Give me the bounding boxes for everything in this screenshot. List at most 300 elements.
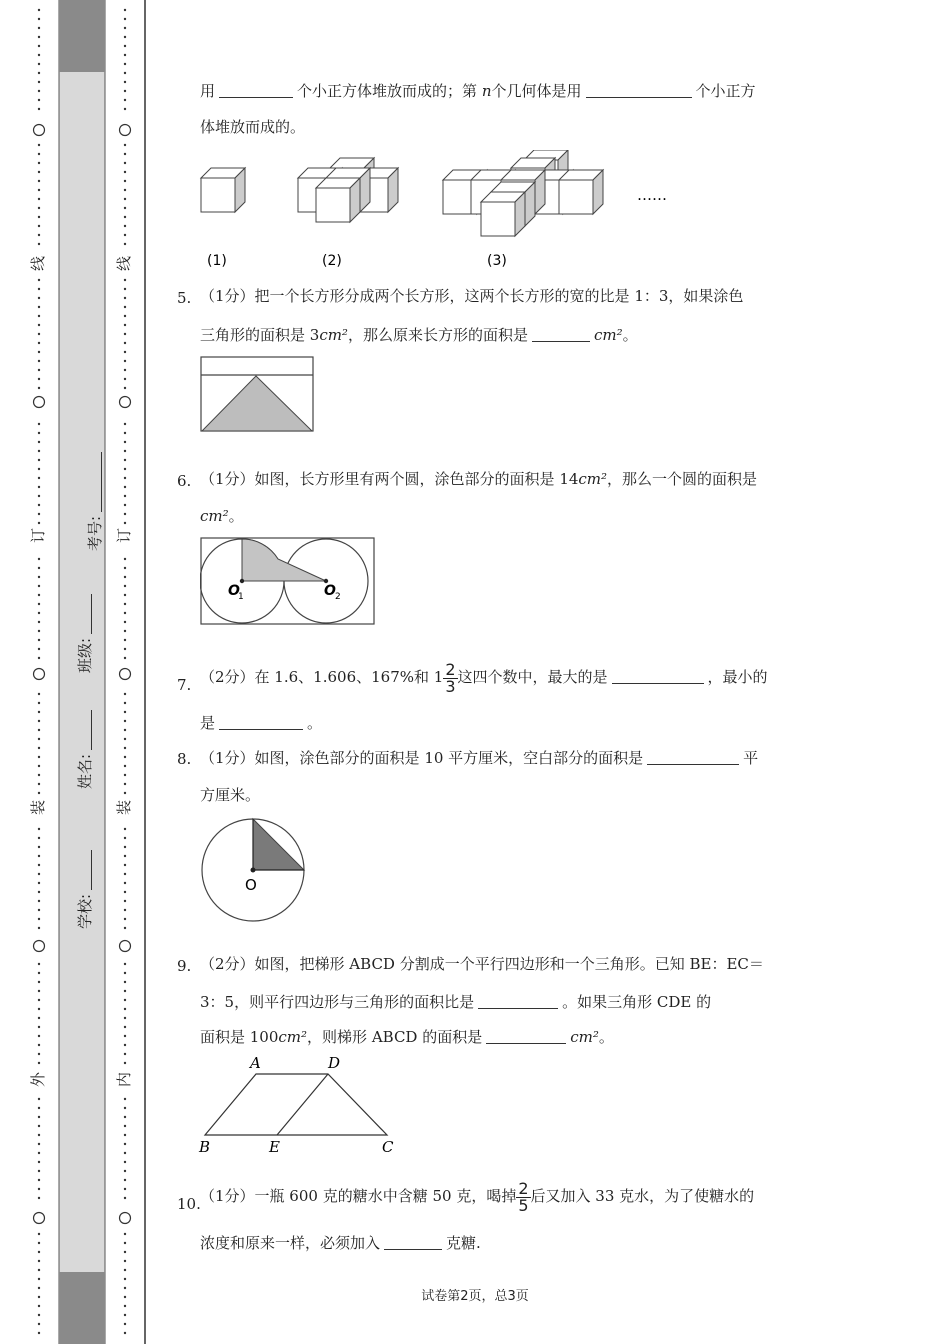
binding-dot (38, 45, 40, 47)
binding-dot (124, 99, 126, 101)
binding-dot (124, 729, 126, 731)
q8-circle-figure (200, 815, 308, 925)
binding-dot (38, 495, 40, 497)
binding-dot (38, 990, 40, 992)
binding-dot (38, 387, 40, 389)
binding-dot (124, 369, 126, 371)
binding-dot (124, 1179, 126, 1181)
binding-dot (124, 846, 126, 848)
binding-dot (124, 1152, 126, 1154)
q4-line1: 用 个小正方体堆放而成的；第 n个几何体是用 个小正方 (200, 82, 756, 100)
binding-dot (124, 972, 126, 974)
binding-dot (124, 171, 126, 173)
binding-dot (38, 1044, 40, 1046)
binding-dot (124, 1026, 126, 1028)
inner-mark-zhuang: 装 (115, 799, 134, 816)
binding-dot (124, 738, 126, 740)
binding-dot (38, 855, 40, 857)
q9-label-c: C (382, 1138, 394, 1156)
binding-dot (124, 333, 126, 335)
binding-dot (124, 783, 126, 785)
binding-dot (124, 207, 126, 209)
q4-fig1-cube (201, 168, 245, 212)
binding-dot (124, 1314, 126, 1316)
binding-dot (124, 387, 126, 389)
binding-dot (38, 378, 40, 380)
binding-dot (38, 999, 40, 1001)
binding-dot (38, 774, 40, 776)
binding-dot (124, 18, 126, 20)
binding-dot (124, 468, 126, 470)
binding-dot (38, 1053, 40, 1055)
binding-dot (38, 1161, 40, 1163)
binding-dot (38, 729, 40, 731)
binding-dot (38, 891, 40, 893)
binding-dot (124, 36, 126, 38)
binding-dot (38, 1233, 40, 1235)
binding-dot (124, 162, 126, 164)
binding-dot (124, 297, 126, 299)
q7-number: 7. (177, 676, 192, 694)
binding-dot (124, 882, 126, 884)
binding-dot (38, 108, 40, 110)
binding-dot (38, 477, 40, 479)
binding-circle-marker (120, 1213, 131, 1224)
binding-dot (38, 1305, 40, 1307)
binding-dot (38, 585, 40, 587)
binding-dot (124, 1260, 126, 1262)
binding-dot (38, 279, 40, 281)
q7-blank-max[interactable] (612, 669, 704, 684)
binding-dot (38, 594, 40, 596)
binding-dot (38, 36, 40, 38)
binding-dot (124, 657, 126, 659)
binding-dot (124, 441, 126, 443)
binding-dot (124, 1143, 126, 1145)
q6-line2: cm²。 (200, 507, 244, 525)
binding-dot (38, 504, 40, 506)
binding-dot (38, 1242, 40, 1244)
binding-dot (124, 279, 126, 281)
binding-dot (124, 342, 126, 344)
binding-dot (38, 423, 40, 425)
binding-circle-marker (34, 125, 45, 136)
q4-label-2: (2) (322, 253, 342, 269)
q4-blank-1[interactable] (219, 83, 293, 98)
binding-dot (38, 621, 40, 623)
binding-margin (0, 0, 150, 1344)
binding-dot (124, 459, 126, 461)
binding-dot (38, 90, 40, 92)
binding-circle-marker (120, 941, 131, 952)
q4-line2: 体堆放而成的。 (200, 118, 306, 136)
binding-dot (124, 981, 126, 983)
binding-dot (38, 342, 40, 344)
binding-dot (124, 999, 126, 1001)
binding-dot (124, 792, 126, 794)
binding-dot (124, 243, 126, 245)
binding-dot (38, 513, 40, 515)
binding-dot (38, 765, 40, 767)
q5-rectangle-figure (200, 356, 316, 434)
binding-dot (38, 1314, 40, 1316)
binding-dot (124, 918, 126, 920)
binding-dot (38, 162, 40, 164)
binding-dot (38, 693, 40, 695)
q8-label-o: O (245, 876, 257, 894)
binding-dot (38, 144, 40, 146)
q8-blank[interactable] (647, 750, 739, 765)
svg-text:2: 2 (335, 592, 341, 602)
binding-dot (124, 315, 126, 317)
binding-dot (124, 1188, 126, 1190)
binding-dot (38, 207, 40, 209)
binding-dot (38, 1332, 40, 1334)
binding-dot (124, 72, 126, 74)
binding-dot (124, 504, 126, 506)
binding-dot (124, 963, 126, 965)
q9-trapezoid-figure (196, 1052, 401, 1156)
q7-fraction: $\frac{2}{3}$ (445, 659, 456, 696)
binding-dot (38, 216, 40, 218)
binding-dot (124, 1134, 126, 1136)
binding-dot (38, 747, 40, 749)
binding-dot (124, 1035, 126, 1037)
inner-mark-xian: 线 (115, 255, 134, 272)
binding-dot (124, 495, 126, 497)
binding-dot (124, 720, 126, 722)
binding-dot (124, 1332, 126, 1334)
binding-dot (124, 702, 126, 704)
binding-dot (124, 63, 126, 65)
binding-dot (124, 693, 126, 695)
binding-dot (124, 1161, 126, 1163)
binding-dot (38, 657, 40, 659)
binding-dot (124, 990, 126, 992)
q5-blank[interactable] (532, 327, 590, 342)
binding-dot (124, 9, 126, 11)
binding-dot (124, 198, 126, 200)
binding-dot (124, 360, 126, 362)
binding-dot (124, 828, 126, 830)
binding-dot (124, 486, 126, 488)
binding-dot (124, 1323, 126, 1325)
binding-dot (124, 1170, 126, 1172)
binding-dot (38, 288, 40, 290)
binding-dot (124, 306, 126, 308)
binding-dot (124, 324, 126, 326)
binding-dot (38, 450, 40, 452)
outer-mark-xian: 线 (29, 255, 48, 272)
binding-dot (124, 900, 126, 902)
binding-dot (124, 576, 126, 578)
binding-dot (38, 558, 40, 560)
class-field[interactable]: 班级: (77, 583, 93, 673)
binding-dot (124, 180, 126, 182)
binding-dot (124, 225, 126, 227)
outer-mark-zhuang: 装 (29, 799, 48, 816)
binding-dot (38, 243, 40, 245)
q9-line1: （2分）如图，把梯形 ABCD 分割成一个平行四边形和一个三角形。已知 BE：EC＝ (200, 955, 764, 973)
binding-dot (124, 1278, 126, 1280)
binding-dot (38, 882, 40, 884)
q9-label-b: B (199, 1138, 211, 1156)
q4-cube-figures (195, 150, 685, 275)
binding-dot (38, 738, 40, 740)
binding-dot (38, 873, 40, 875)
binding-circle-marker (34, 669, 45, 680)
binding-circle-marker (34, 1213, 45, 1224)
binding-dot (38, 630, 40, 632)
q10-blank[interactable] (384, 1235, 442, 1250)
binding-dot (124, 603, 126, 605)
q9-blank-ratio[interactable] (478, 994, 558, 1009)
binding-dot (38, 72, 40, 74)
binding-dot (38, 1017, 40, 1019)
binding-dot (124, 189, 126, 191)
binding-dot (38, 612, 40, 614)
binding-dot (38, 1188, 40, 1190)
binding-dot (38, 792, 40, 794)
binding-dot (38, 99, 40, 101)
q6-number: 6. (177, 472, 192, 490)
binding-dot (124, 54, 126, 56)
binding-dot (38, 18, 40, 20)
binding-dot (38, 81, 40, 83)
binding-dot (124, 927, 126, 929)
binding-dot (38, 711, 40, 713)
binding-dot (124, 864, 126, 866)
binding-dot (38, 972, 40, 974)
q8-line2: 方厘米。 (200, 786, 261, 804)
binding-dot (124, 1062, 126, 1064)
q6-line1: （1分）如图，长方形里有两个圆，涂色部分的面积是 14cm²，那么一个圆的面积是 (200, 470, 758, 488)
binding-dot (38, 900, 40, 902)
binding-dot (124, 747, 126, 749)
binding-dot (38, 1323, 40, 1325)
outer-mark-ding: 订 (29, 527, 48, 544)
binding-dot (124, 1008, 126, 1010)
binding-dot (124, 558, 126, 560)
binding-dot (124, 1125, 126, 1127)
binding-dot (124, 621, 126, 623)
binding-dot (124, 1242, 126, 1244)
binding-dot (38, 1269, 40, 1271)
q9-line3: 面积是 100cm²，则梯形 ABCD 的面积是 cm²。 (200, 1028, 614, 1046)
binding-dot (38, 459, 40, 461)
page-footer: 试卷第2页，总3页 (421, 1289, 529, 1304)
binding-dot (38, 198, 40, 200)
binding-dot (38, 918, 40, 920)
binding-dot (38, 153, 40, 155)
binding-dot (38, 702, 40, 704)
outer-mark-wai: 外 (29, 1071, 48, 1088)
binding-dot (124, 1305, 126, 1307)
binding-dot (38, 783, 40, 785)
q6-circles-figure (200, 537, 376, 627)
binding-dot (124, 288, 126, 290)
binding-dot (38, 171, 40, 173)
binding-dot (38, 909, 40, 911)
binding-dot (38, 360, 40, 362)
binding-dot (124, 1197, 126, 1199)
binding-dot (124, 108, 126, 110)
q9-label-e: E (269, 1138, 280, 1156)
binding-dot (38, 486, 40, 488)
q6-label-o1: O (228, 583, 240, 599)
binding-dot (124, 153, 126, 155)
school-field[interactable]: 学校: (77, 839, 93, 929)
binding-dot (38, 1251, 40, 1253)
q9-blank-area[interactable] (486, 1029, 566, 1044)
binding-dot (38, 189, 40, 191)
binding-dot (124, 1017, 126, 1019)
binding-circle-marker (120, 669, 131, 680)
binding-dot (38, 1062, 40, 1064)
binding-dot (124, 891, 126, 893)
binding-dot (38, 1134, 40, 1136)
binding-dot (124, 648, 126, 650)
binding-dot (124, 1107, 126, 1109)
binding-dot (124, 1098, 126, 1100)
binding-dot (38, 828, 40, 830)
binding-dot (38, 306, 40, 308)
binding-dot (124, 351, 126, 353)
binding-dot (38, 369, 40, 371)
binding-dot (124, 81, 126, 83)
binding-dot (124, 432, 126, 434)
binding-dot (124, 630, 126, 632)
binding-dot (38, 1035, 40, 1037)
binding-dot (38, 981, 40, 983)
q4-label-1: (1) (207, 253, 227, 269)
binding-dot (38, 1125, 40, 1127)
q9-number: 9. (177, 957, 192, 975)
q9-line2: 3：5，则平行四边形与三角形的面积比是 。如果三角形 CDE 的 (200, 993, 712, 1011)
q5-number: 5. (177, 289, 192, 307)
binding-dot (124, 1233, 126, 1235)
binding-dot (124, 756, 126, 758)
binding-dot (38, 333, 40, 335)
binding-dot (38, 315, 40, 317)
binding-dot (124, 1044, 126, 1046)
binding-dot (38, 63, 40, 65)
binding-dot (124, 423, 126, 425)
q7-blank-min[interactable] (219, 715, 303, 730)
binding-dot (124, 612, 126, 614)
binding-dot (38, 468, 40, 470)
binding-dot (38, 1026, 40, 1028)
binding-dot (38, 432, 40, 434)
binding-dot (124, 855, 126, 857)
binding-dot (124, 27, 126, 29)
svg-text:1: 1 (238, 592, 244, 602)
binding-dot (124, 1116, 126, 1118)
q10-number: 10. (177, 1195, 201, 1213)
exam-no-field[interactable]: 考号: (87, 441, 103, 551)
binding-dot (124, 873, 126, 875)
binding-dot (124, 513, 126, 515)
q8-number: 8. (177, 750, 192, 768)
binding-dot (38, 1179, 40, 1181)
binding-dot (38, 1278, 40, 1280)
binding-dot (124, 639, 126, 641)
q7-line2: 是 。 (200, 714, 323, 732)
binding-dot (38, 522, 40, 524)
binding-dot (38, 603, 40, 605)
binding-dot (38, 648, 40, 650)
q8-line1: （1分）如图，涂色部分的面积是 10 平方厘米，空白部分的面积是 平 (200, 749, 759, 767)
binding-dot (124, 585, 126, 587)
binding-dot (38, 441, 40, 443)
binding-dot (38, 1098, 40, 1100)
q4-label-3: (3) (487, 253, 507, 269)
binding-dot (38, 297, 40, 299)
binding-dot (38, 9, 40, 11)
binding-circle-marker (120, 397, 131, 408)
binding-dot (124, 234, 126, 236)
binding-dot (38, 720, 40, 722)
binding-dot (38, 180, 40, 182)
binding-dot (124, 450, 126, 452)
inner-mark-nei: 内 (115, 1071, 134, 1088)
q10-fraction: $\frac{2}{5}$ (518, 1178, 529, 1215)
binding-dot (38, 1260, 40, 1262)
binding-dot (124, 144, 126, 146)
binding-dot (38, 1107, 40, 1109)
q4-blank-2[interactable] (586, 83, 692, 98)
q9-label-d: D (328, 1054, 341, 1072)
binding-dot (38, 1152, 40, 1154)
binding-dot (124, 45, 126, 47)
binding-dot (38, 963, 40, 965)
binding-dot (38, 1116, 40, 1118)
binding-dot (38, 567, 40, 569)
binding-dot (38, 324, 40, 326)
binding-dot (38, 864, 40, 866)
binding-dot (38, 1197, 40, 1199)
binding-dot (38, 234, 40, 236)
binding-dot (124, 837, 126, 839)
q6-label-o2: O (324, 583, 336, 599)
binding-dot (124, 567, 126, 569)
q7-line1: （2分）在 1.6、1.606、167%和 1 $\frac{2}{3}$ 这四个数中，最大的是 ，最小的 (200, 659, 768, 696)
binding-dot (38, 927, 40, 929)
binding-circle-marker (120, 125, 131, 136)
binding-circle-marker (34, 941, 45, 952)
binding-circle-marker (34, 397, 45, 408)
binding-dot (124, 90, 126, 92)
q10-line1: （1分）一瓶 600 克的糖水中含糖 50 克，喝掉 $\frac{2}{5}$ 后又加入 33 克水，为了使糖水的 (200, 1178, 755, 1215)
binding-dot (38, 1008, 40, 1010)
q5-line2: 三角形的面积是 3cm²，那么原来长方形的面积是 cm²。 (200, 326, 638, 344)
binding-dot (38, 639, 40, 641)
binding-dot (124, 216, 126, 218)
q10-line2: 浓度和原来一样，必须加入 克糖. (200, 1234, 481, 1252)
binding-dot (38, 756, 40, 758)
binding-dot (124, 765, 126, 767)
binding-dot (124, 594, 126, 596)
binding-dot (38, 1143, 40, 1145)
binding-dot (38, 225, 40, 227)
q5-line1: （1分）把一个长方形分成两个长方形，这两个长方形的宽的比是 1：3，如果涂色 (200, 287, 744, 305)
binding-dot (38, 27, 40, 29)
inner-mark-ding: 订 (115, 527, 134, 544)
name-field[interactable]: 姓名: (77, 699, 93, 789)
binding-dot (124, 378, 126, 380)
binding-dot (124, 522, 126, 524)
binding-dot (124, 909, 126, 911)
